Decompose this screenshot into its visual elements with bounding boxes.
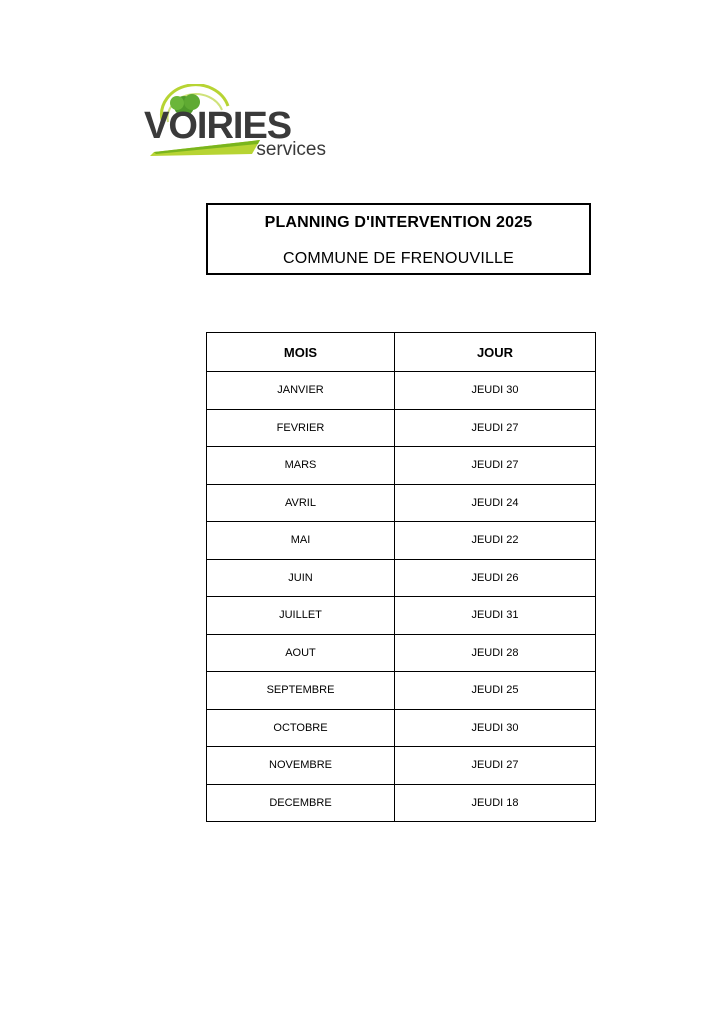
voiries-logo [140, 84, 330, 158]
cell-jour: JEUDI 28 [395, 634, 596, 672]
table-row [207, 447, 596, 485]
cell-mois: MAI [207, 522, 395, 560]
logo-sub: services [256, 139, 326, 158]
cell-mois: JANVIER [207, 372, 395, 410]
cell-mois: OCTOBRE [207, 709, 395, 747]
cell-mois: JUIN [207, 559, 395, 597]
table-row [207, 484, 596, 522]
logo-word: VOIRIES [144, 105, 292, 147]
cell-mois: MARS [207, 447, 395, 485]
cell-jour: JEUDI 30 [395, 372, 596, 410]
table-header-row [207, 333, 596, 372]
page-title: PLANNING D'INTERVENTION 2025 [264, 214, 533, 231]
cell-jour: JEUDI 24 [395, 484, 596, 522]
cell-jour: JEUDI 25 [395, 672, 596, 710]
cell-jour: JEUDI 30 [395, 709, 596, 747]
table-row [207, 559, 596, 597]
cell-jour: JEUDI 26 [395, 559, 596, 597]
cell-jour: JEUDI 27 [395, 409, 596, 447]
cell-jour: JEUDI 31 [395, 597, 596, 635]
table-row [207, 672, 596, 710]
table-row [207, 747, 596, 785]
column-header-jour: JOUR [395, 333, 596, 372]
cell-mois: FEVRIER [207, 409, 395, 447]
voiries-logo-graphic [140, 84, 330, 158]
title-box [206, 203, 591, 275]
cell-mois: AVRIL [207, 484, 395, 522]
table-row [207, 372, 596, 410]
cell-mois: JUILLET [207, 597, 395, 635]
cell-jour: JEUDI 27 [395, 447, 596, 485]
cell-jour: JEUDI 22 [395, 522, 596, 560]
column-header-mois: MOIS [207, 333, 395, 372]
table-row [207, 709, 596, 747]
page-subtitle: COMMUNE DE FRENOUVILLE [282, 250, 515, 267]
cell-mois: AOUT [207, 634, 395, 672]
table-row [207, 634, 596, 672]
cell-jour: JEUDI 18 [395, 784, 596, 822]
table-row [207, 409, 596, 447]
table-row [207, 784, 596, 822]
cell-jour: JEUDI 27 [395, 747, 596, 785]
cell-mois: NOVEMBRE [207, 747, 395, 785]
table-row [207, 522, 596, 560]
table-row [207, 597, 596, 635]
schedule-table [206, 332, 596, 822]
cell-mois: DECEMBRE [207, 784, 395, 822]
cell-mois: SEPTEMBRE [207, 672, 395, 710]
